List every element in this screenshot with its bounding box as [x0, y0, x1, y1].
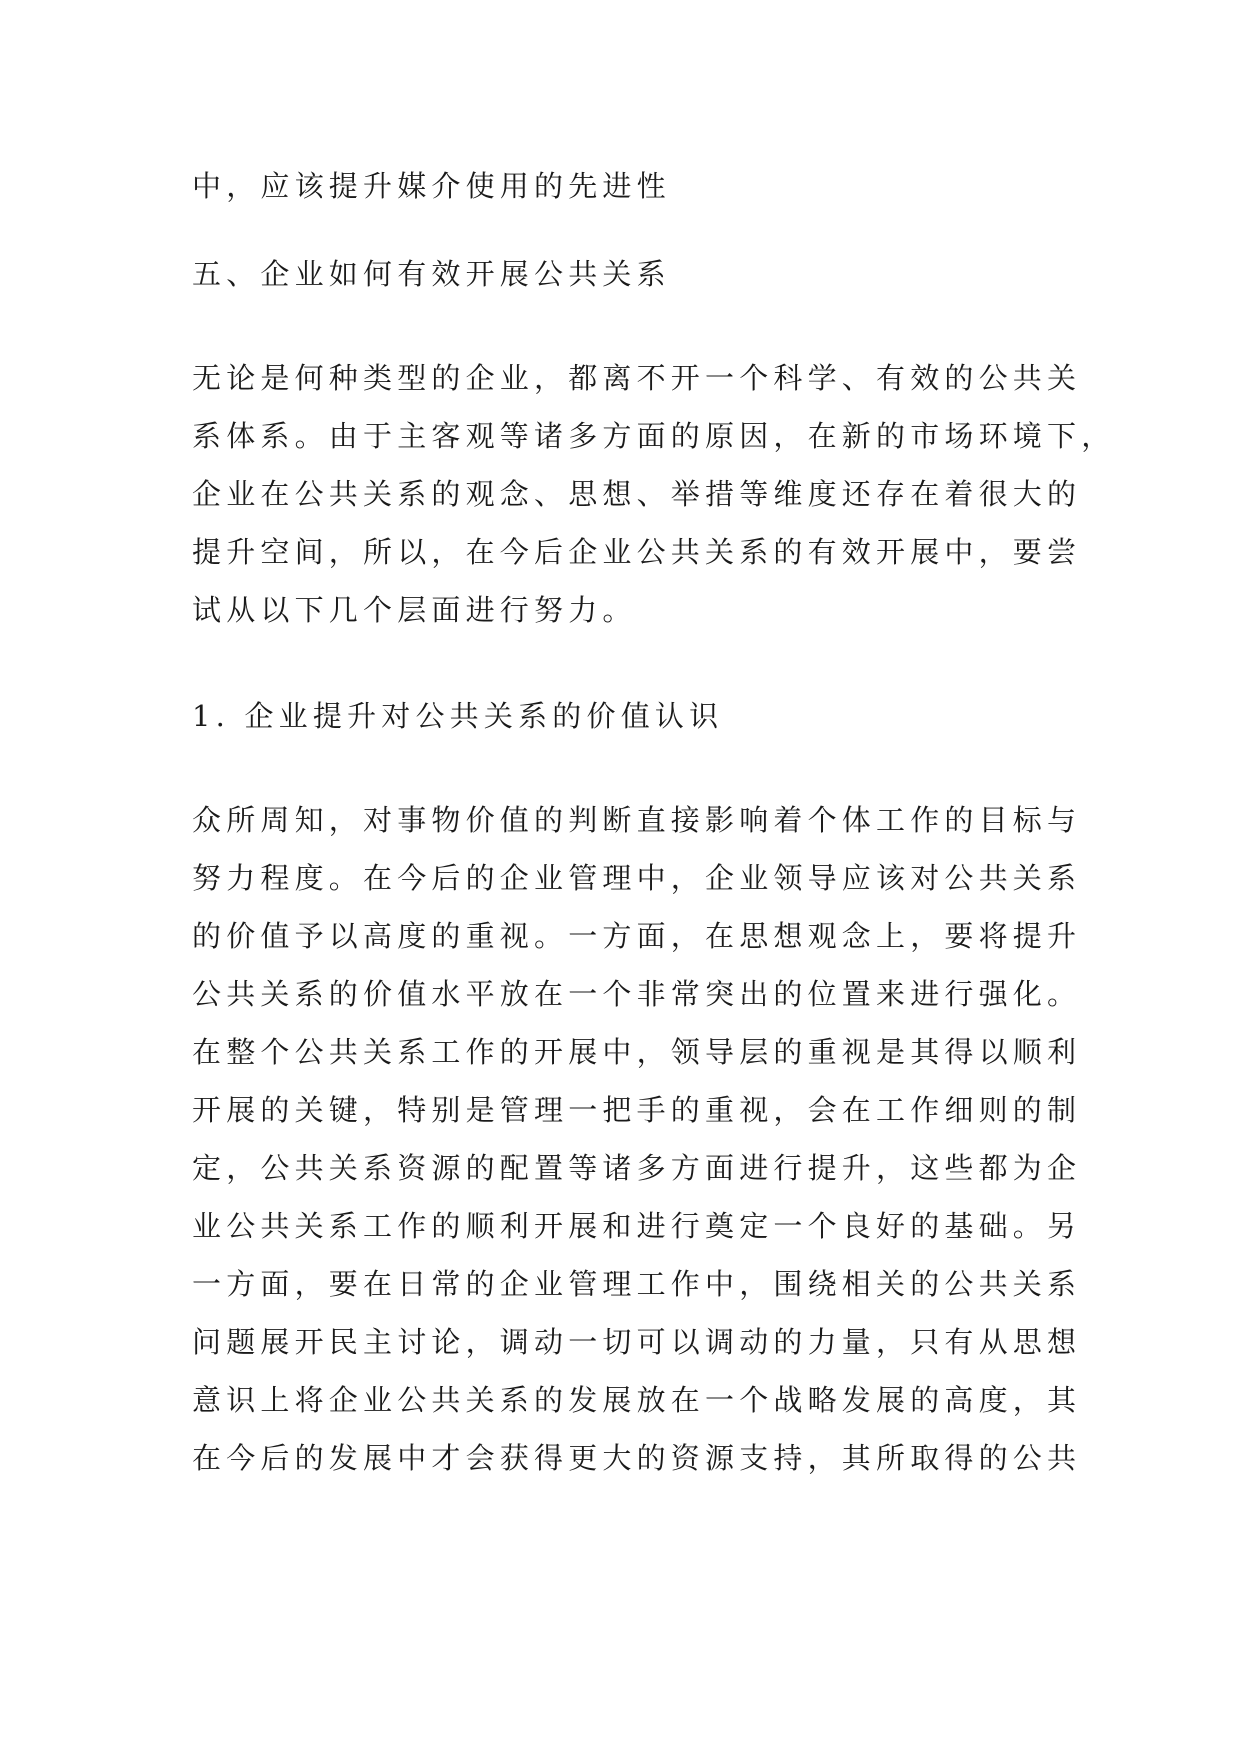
paragraph-line: 提升空间，所以，在今后企业公共关系的有效开展中，要尝 [192, 535, 1082, 569]
paragraph-line: 的价值予以高度的重视。一方面，在思想观念上，要将提升 [192, 919, 1082, 953]
subsection-heading: 1. 企业提升对公共关系的价值认识 [192, 699, 724, 733]
paragraph-line: 努力程度。在今后的企业管理中，企业领导应该对公共关系 [192, 861, 1082, 895]
paragraph-line: 试从以下几个层面进行努力。 [192, 593, 637, 627]
paragraph-line: 企业在公共关系的观念、思想、举措等维度还存在着很大的 [192, 477, 1082, 511]
paragraph-line: 公共关系的价值水平放在一个非常突出的位置来进行强化。 [192, 977, 1082, 1011]
paragraph-line: 开展的关键，特别是管理一把手的重视，会在工作细则的制 [192, 1093, 1082, 1127]
paragraph-line: 一方面，要在日常的企业管理工作中，围绕相关的公共关系 [192, 1267, 1082, 1301]
paragraph-line: 定，公共关系资源的配置等诸多方面进行提升，这些都为企 [192, 1151, 1082, 1185]
paragraph-line: 意识上将企业公共关系的发展放在一个战略发展的高度，其 [192, 1383, 1082, 1417]
paragraph-line: 业公共关系工作的顺利开展和进行奠定一个良好的基础。另 [192, 1209, 1082, 1243]
paragraph-line: 中，应该提升媒介使用的先进性 [192, 169, 671, 203]
paragraph-line: 系体系。由于主客观等诸多方面的原因，在新的市场环境下， [192, 419, 1116, 453]
paragraph-line: 在整个公共关系工作的开展中，领导层的重视是其得以顺利 [192, 1035, 1082, 1069]
paragraph-line: 问题展开民主讨论，调动一切可以调动的力量，只有从思想 [192, 1325, 1082, 1359]
paragraph-line: 众所周知，对事物价值的判断直接影响着个体工作的目标与 [192, 803, 1082, 837]
paragraph-line: 无论是何种类型的企业，都离不开一个科学、有效的公共关 [192, 361, 1082, 395]
section-heading: 五、企业如何有效开展公共关系 [192, 257, 671, 291]
paragraph-line: 在今后的发展中才会获得更大的资源支持，其所取得的公共 [192, 1441, 1082, 1475]
